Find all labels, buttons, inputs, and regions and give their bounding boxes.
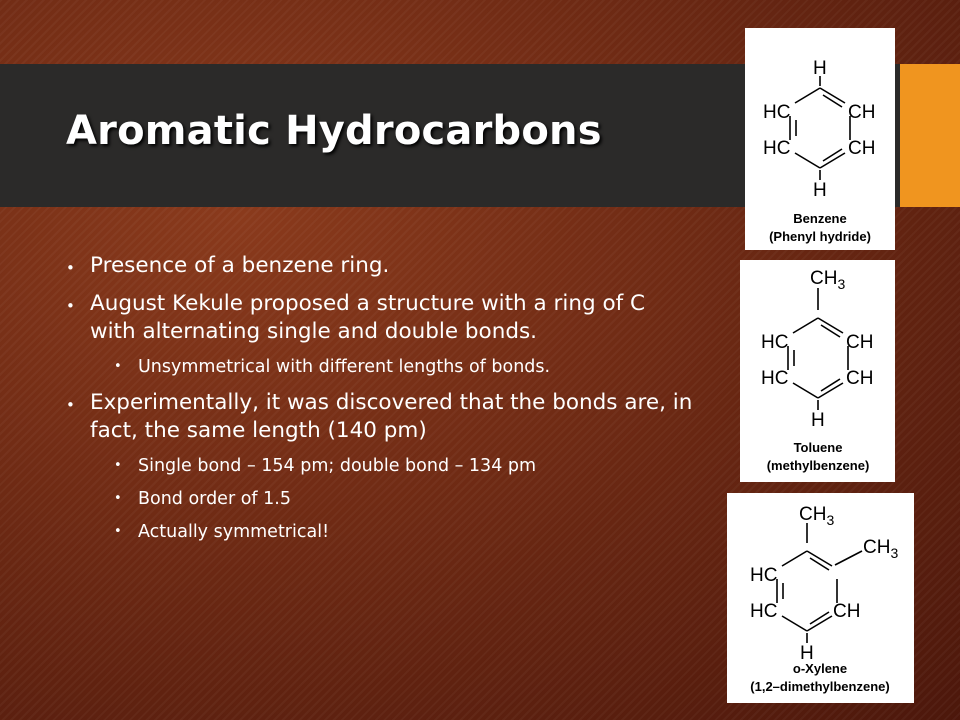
xylene-atom-label: H <box>800 643 814 664</box>
xylene-atom-label: HC <box>750 565 778 586</box>
toluene-atom-label: CH <box>846 332 874 353</box>
bullet-text: Experimentally, it was discovered that the bonds are, in fact, the same length (140 pm) <box>90 390 693 443</box>
bullet-text: Bond order of 1.5 <box>138 489 291 509</box>
benzene-atom-label: H <box>813 180 827 201</box>
bullet-text: Actually symmetrical! <box>138 522 330 542</box>
bullet-text: Presence of a benzene ring. <box>90 253 390 278</box>
bullet-text: Single bond – 154 pm; double bond – 134 pm <box>138 456 537 476</box>
sub-bullet-item <box>114 455 696 477</box>
xylene-atom-label: $CH_3$ <box>863 537 899 561</box>
benzene-atom-label: HC <box>763 102 791 123</box>
bullet-icon: • <box>66 259 75 277</box>
benzene-name: Benzene <box>793 211 847 226</box>
toluene-atom-label: H <box>811 410 825 431</box>
accent-block <box>900 64 960 207</box>
bullet-text: Unsymmetrical with different lengths of bonds. <box>138 357 551 377</box>
sub-bullet-item <box>114 521 696 543</box>
bullet-icon: • <box>66 396 75 414</box>
benzene-atom-label: HC <box>763 138 791 159</box>
bullet-icon: • <box>114 458 122 473</box>
sub-bullet-item <box>114 356 696 378</box>
slide-title: Aromatic Hydrocarbons <box>66 108 602 154</box>
toluene-structure-image <box>740 260 895 482</box>
bullet-icon: • <box>114 524 122 539</box>
xylene-atom-label: HC <box>750 601 778 622</box>
bullet-item <box>66 252 696 280</box>
benzene-alt-name: (Phenyl hydride) <box>769 229 871 244</box>
toluene-alt-name: (methylbenzene) <box>766 458 870 473</box>
toluene-atom-label: CH <box>846 368 874 389</box>
xylene-alt-name: (1,2–dimethylbenzene) <box>750 679 890 694</box>
toluene-atom-label: HC <box>761 368 789 389</box>
sub-bullet-item <box>114 488 696 510</box>
toluene-name: Toluene <box>793 440 843 455</box>
bullet-item <box>66 290 696 346</box>
toluene-atom-label: $CH_3$ <box>810 268 846 292</box>
benzene-structure-image <box>745 28 895 250</box>
bullet-icon: • <box>114 491 122 506</box>
benzene-atom-label: H <box>813 58 827 79</box>
toluene-atom-label: HC <box>761 332 789 353</box>
xylene-atom-label: CH <box>833 601 861 622</box>
bullet-text: August Kekule proposed a structure with a ring of C with alternating single and double bonds. <box>90 291 646 344</box>
bullet-icon: • <box>66 297 75 315</box>
benzene-atom-label: CH <box>848 102 876 123</box>
bullet-icon: • <box>114 359 122 374</box>
bullet-item <box>66 389 696 445</box>
o-xylene-structure-image <box>727 493 914 703</box>
xylene-atom-label: $CH_3$ <box>799 504 835 528</box>
benzene-atom-label: CH <box>848 138 876 159</box>
xylene-name: o-Xylene <box>792 661 848 676</box>
bullet-list <box>66 252 696 554</box>
